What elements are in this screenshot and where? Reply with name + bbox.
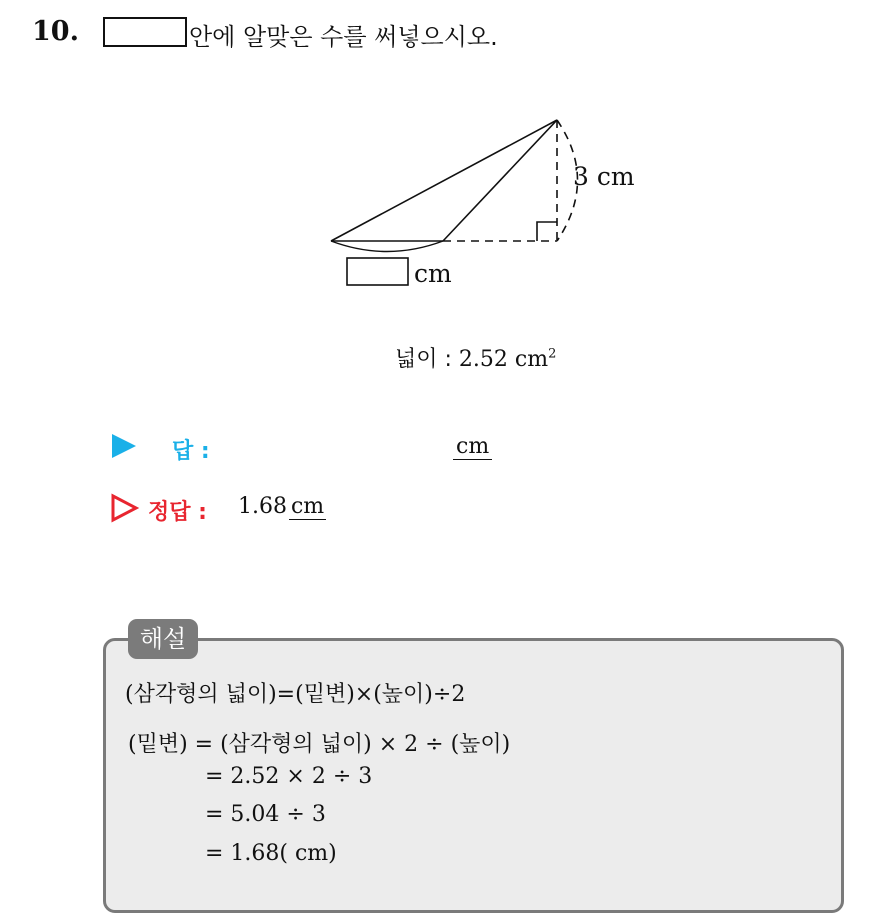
base-blank-box: [347, 258, 408, 285]
triangle-long-side: [331, 120, 557, 241]
triangle-short-side: [443, 120, 557, 241]
right-angle-mark: [537, 222, 557, 241]
explanation-line-3: = 2.52 × 2 ÷ 3: [205, 764, 373, 789]
base-unit-label: cm: [414, 259, 452, 288]
solution-label: 정답 :: [148, 500, 207, 525]
base-brace: [331, 241, 443, 252]
area-label: 넓이 :: [395, 347, 452, 372]
play-filled-icon: [110, 432, 140, 460]
explanation-tab: 해설: [128, 619, 198, 659]
solution-answer: [238, 494, 326, 519]
area-exponent: 2: [548, 346, 557, 362]
solution-value: 1.68: [238, 494, 287, 519]
answer-label: 답 :: [172, 439, 210, 464]
explanation-line-2: (밑변) = (삼각형의 넓이) × 2 ÷ (높이): [128, 732, 511, 757]
question-prompt: 안에 알맞은 수를 써넣으시오.: [189, 23, 498, 51]
answer-unit: [453, 434, 492, 459]
play-outline-icon: [110, 493, 140, 523]
area-value: 2.52: [458, 347, 508, 372]
question-number: 10.: [32, 16, 79, 47]
explanation-line-5: = 1.68( cm): [205, 841, 337, 866]
answer-unit-text: cm: [453, 434, 492, 460]
solution-unit: cm: [290, 494, 325, 519]
explanation-line-1: (삼각형의 넓이)=(밑변)×(높이)÷2: [125, 682, 466, 707]
explanation-line-4: = 5.04 ÷ 3: [205, 802, 326, 827]
area-statement: [395, 342, 556, 373]
area-unit: cm: [514, 347, 549, 372]
height-label: 3 cm: [573, 162, 635, 191]
